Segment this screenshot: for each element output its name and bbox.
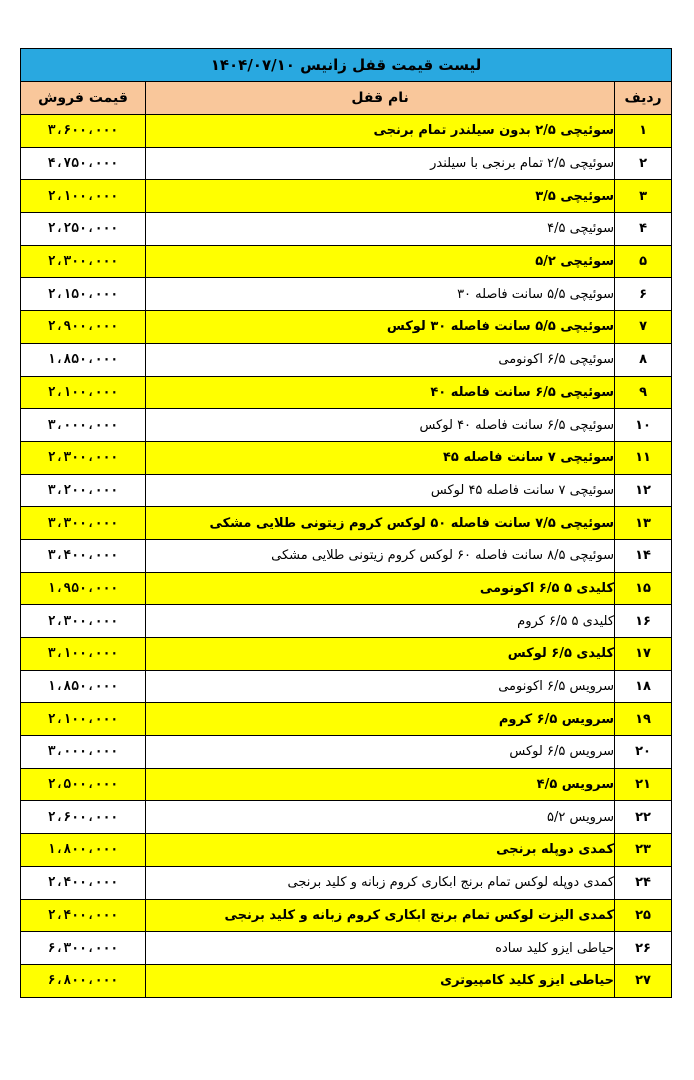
row-number: ۱۸ [615,670,672,703]
sale-price: ۲،۴۰۰،۰۰۰ [21,899,146,932]
sale-price: ۳،۰۰۰،۰۰۰ [21,736,146,769]
row-number: ۲۵ [615,899,672,932]
lock-name: سرویس ۶/۵ لوکس [146,736,615,769]
lock-name: کمدی الیزت لوکس تمام برنج ابکاری کروم زبانه و کلید برنجی [146,899,615,932]
row-number: ۳ [615,180,672,213]
lock-name: سوئیچی ۵/۵ سانت فاصله ۳۰ لوکس [146,311,615,344]
lock-name: کلیدی ۵ ۶/۵ کروم [146,605,615,638]
lock-name: سوئیچی ۴/۵ [146,213,615,246]
sale-price: ۶،۸۰۰،۰۰۰ [21,964,146,997]
sale-price: ۲،۹۰۰،۰۰۰ [21,311,146,344]
table-row [21,605,672,638]
lock-name: سوئیچی ۲/۵ بدون سیلندر تمام برنجی [146,115,615,148]
row-number: ۲۳ [615,834,672,867]
table-row [21,638,672,671]
sale-price: ۲،۱۰۰،۰۰۰ [21,180,146,213]
row-number: ۱۳ [615,507,672,540]
lock-name: کلیدی ۶/۵ لوکس [146,638,615,671]
sale-price: ۲،۶۰۰،۰۰۰ [21,801,146,834]
row-number: ۹ [615,376,672,409]
table-row [21,964,672,997]
lock-name: سوئیچی ۶/۵ اکونومی [146,343,615,376]
table-row [21,670,672,703]
table-row [21,180,672,213]
lock-name: سوئیچی ۷ سانت فاصله ۴۵ لوکس [146,474,615,507]
row-number: ۱۷ [615,638,672,671]
lock-name: کلیدی ۵ ۶/۵ اکونومی [146,572,615,605]
table-row [21,932,672,965]
sale-price: ۳،۱۰۰،۰۰۰ [21,638,146,671]
column-header-lock-name: نام قفل [146,82,615,115]
row-number: ۲۱ [615,768,672,801]
table-row [21,474,672,507]
sale-price: ۱،۸۵۰،۰۰۰ [21,343,146,376]
table-row [21,507,672,540]
lock-name: سوئیچی ۳/۵ [146,180,615,213]
row-number: ۵ [615,245,672,278]
row-number: ۱۹ [615,703,672,736]
lock-name: سوئیچی ۸/۵ سانت فاصله ۶۰ لوکس کروم زیتونی طلایی مشکی [146,539,615,572]
table-row [21,409,672,442]
row-number: ۲۶ [615,932,672,965]
sale-price: ۳،۴۰۰،۰۰۰ [21,539,146,572]
lock-name: سوئیچی ۶/۵ سانت فاصله ۴۰ لوکس [146,409,615,442]
table-row [21,703,672,736]
sale-price: ۲،۲۵۰،۰۰۰ [21,213,146,246]
table-row [21,343,672,376]
lock-name: سوئیچی ۷/۵ سانت فاصله ۵۰ لوکس کروم زیتونی طلایی مشکی [146,507,615,540]
sale-price: ۳،۰۰۰،۰۰۰ [21,409,146,442]
sale-price: ۲،۳۰۰،۰۰۰ [21,245,146,278]
lock-name: کمدی دوپله برنجی [146,834,615,867]
table-row [21,539,672,572]
sale-price: ۱،۸۵۰،۰۰۰ [21,670,146,703]
sale-price: ۴،۷۵۰،۰۰۰ [21,147,146,180]
lock-name: کمدی دوپله لوکس تمام برنج ابکاری کروم زبانه و کلید برنجی [146,866,615,899]
table-row [21,866,672,899]
row-number: ۲۲ [615,801,672,834]
table-row [21,572,672,605]
lock-name: حیاطی ایزو کلید ساده [146,932,615,965]
sale-price: ۳،۶۰۰،۰۰۰ [21,115,146,148]
lock-name: سرویس ۶/۵ کروم [146,703,615,736]
row-number: ۲۷ [615,964,672,997]
row-number: ۲ [615,147,672,180]
sale-price: ۳،۳۰۰،۰۰۰ [21,507,146,540]
lock-name: سوئیچی ۶/۵ سانت فاصله ۴۰ [146,376,615,409]
row-number: ۲۰ [615,736,672,769]
sale-price: ۲،۳۰۰،۰۰۰ [21,605,146,638]
table-row [21,441,672,474]
sale-price: ۲،۳۰۰،۰۰۰ [21,441,146,474]
column-header-row-number: ردیف [615,82,672,115]
sale-price: ۲،۱۵۰،۰۰۰ [21,278,146,311]
sale-price: ۲،۱۰۰،۰۰۰ [21,703,146,736]
table-row [21,768,672,801]
table-row [21,834,672,867]
table-row [21,278,672,311]
row-number: ۱۶ [615,605,672,638]
row-number: ۱ [615,115,672,148]
table-row [21,376,672,409]
row-number: ۱۱ [615,441,672,474]
lock-name: سوئیچی ۵/۵ سانت فاصله ۳۰ [146,278,615,311]
row-number: ۲۴ [615,866,672,899]
lock-name: حیاطی ایزو کلید کامپیوتری [146,964,615,997]
lock-name: سوئیچی ۷ سانت فاصله ۴۵ [146,441,615,474]
row-number: ۶ [615,278,672,311]
sale-price: ۱،۹۵۰،۰۰۰ [21,572,146,605]
row-number: ۱۲ [615,474,672,507]
sale-price: ۲،۵۰۰،۰۰۰ [21,768,146,801]
table-row [21,311,672,344]
sale-price: ۲،۱۰۰،۰۰۰ [21,376,146,409]
row-number: ۱۵ [615,572,672,605]
lock-name: سرویس ۶/۵ اکونومی [146,670,615,703]
row-number: ۱۰ [615,409,672,442]
price-list-body [21,115,672,998]
price-list-table [20,48,672,998]
sale-price: ۱،۸۰۰،۰۰۰ [21,834,146,867]
row-number: ۷ [615,311,672,344]
lock-name: سرویس ۵/۲ [146,801,615,834]
table-row [21,899,672,932]
price-list-title: لیست قیمت قفل زانیس ۱۴۰۴/۰۷/۱۰ [21,49,672,82]
sale-price: ۲،۴۰۰،۰۰۰ [21,866,146,899]
row-number: ۱۴ [615,539,672,572]
column-header-sale-price: قیمت فروش [21,82,146,115]
row-number: ۸ [615,343,672,376]
lock-name: سرویس ۴/۵ [146,768,615,801]
lock-name: سوئیچی ۵/۲ [146,245,615,278]
table-row [21,245,672,278]
row-number: ۴ [615,213,672,246]
table-row [21,147,672,180]
table-row [21,115,672,148]
table-row [21,801,672,834]
lock-name: سوئیچی ۲/۵ تمام برنجی با سیلندر [146,147,615,180]
sale-price: ۳،۲۰۰،۰۰۰ [21,474,146,507]
table-row [21,213,672,246]
table-row [21,736,672,769]
sale-price: ۶،۳۰۰،۰۰۰ [21,932,146,965]
